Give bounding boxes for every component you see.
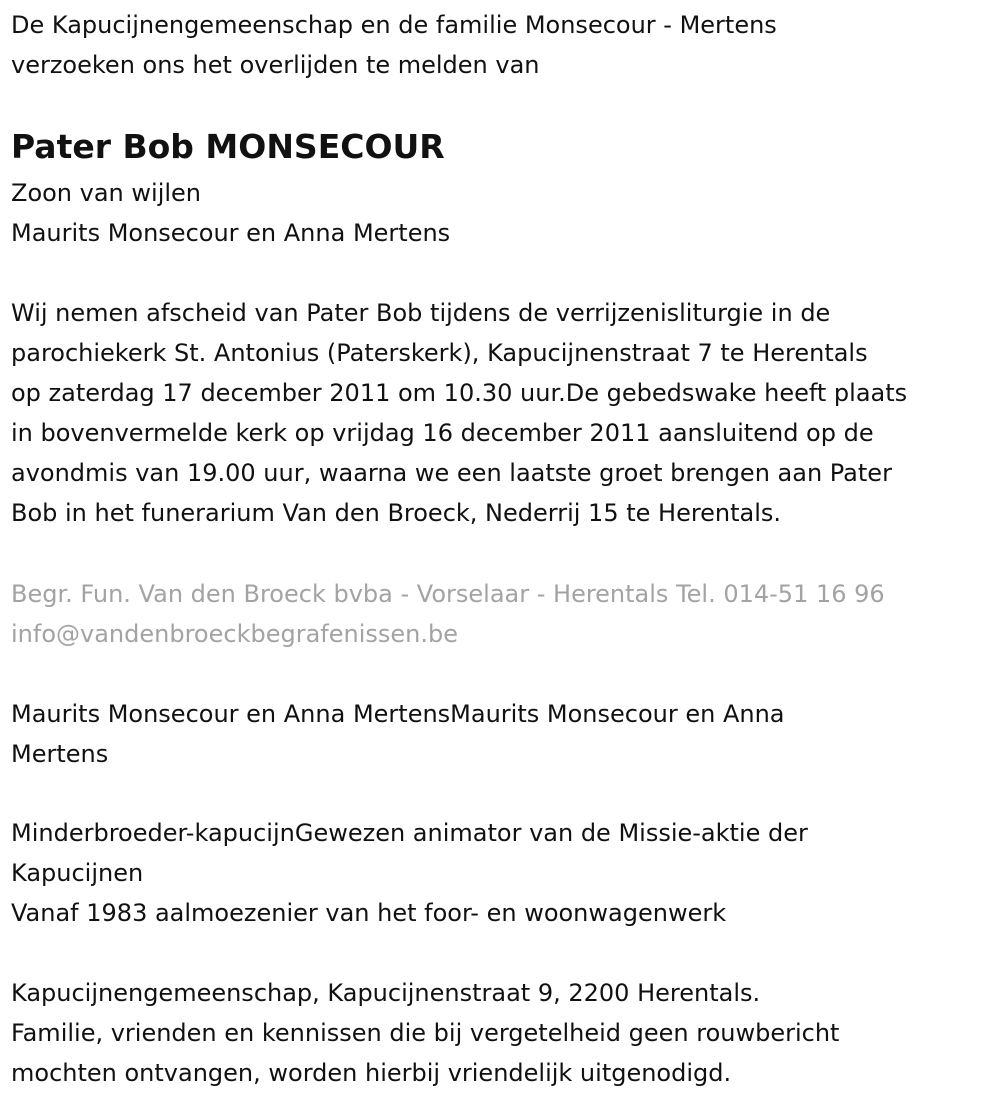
text-line: Minderbroeder-kapucijnGewezen animator van de Missie-aktie der: [11, 819, 808, 847]
funeral-home-email: info@vandenbroeckbegrafenissen.be: [11, 620, 458, 648]
text-line: Kapucijnen: [11, 859, 144, 887]
parents-text: [11, 173, 450, 253]
text-line: Wij nemen afscheid van Pater Bob tijdens de verrijzenisliturgie in de: [11, 299, 831, 327]
text-line: Mertens: [11, 740, 109, 768]
text-line: Bob in het funerarium Van den Broeck, Nederrij 15 te Herentals.: [11, 499, 782, 527]
address-text: [11, 973, 839, 1093]
funeral-home-info: [11, 574, 885, 654]
text-line: De Kapucijnengemeenschap en de familie Monsecour - Mertens: [11, 11, 777, 39]
text-line: in bovenvermelde kerk op vrijdag 16 december 2011 aansluitend op de: [11, 419, 874, 447]
text-line: parochiekerk St. Antonius (Paterskerk), Kapucijnenstraat 7 te Herentals: [11, 339, 868, 367]
text-line: op zaterdag 17 december 2011 om 10.30 uur.De gebedswake heeft plaats: [11, 379, 908, 407]
funeral-home-line: Begr. Fun. Van den Broeck bvba - Vorselaar - Herentals Tel. 014-51 16 96: [11, 580, 885, 608]
text-line: Familie, vrienden en kennissen die bij vergetelheid geen rouwbericht: [11, 1019, 840, 1047]
text-line: Zoon van wijlen: [11, 179, 202, 207]
ceremony-text: [11, 293, 907, 533]
text-line: verzoeken ons het overlijden te melden van: [11, 51, 540, 79]
deceased-name: Pater Bob MONSECOUR: [11, 127, 445, 166]
intro-text: [11, 5, 777, 85]
text-line: Vanaf 1983 aalmoezenier van het foor- en woonwagenwerk: [11, 899, 727, 927]
text-line: mochten ontvangen, worden hierbij vriendelijk uitgenodigd.: [11, 1059, 732, 1087]
parents-repeat-text: [11, 694, 784, 774]
bio-text: [11, 813, 808, 933]
text-line: Kapucijnengemeenschap, Kapucijnenstraat 9, 2200 Herentals.: [11, 979, 761, 1007]
text-line: avondmis van 19.00 uur, waarna we een laatste groet brengen aan Pater: [11, 459, 892, 487]
text-line: Maurits Monsecour en Anna MertensMaurits Monsecour en Anna: [11, 700, 785, 728]
text-line: Maurits Monsecour en Anna Mertens: [11, 219, 451, 247]
